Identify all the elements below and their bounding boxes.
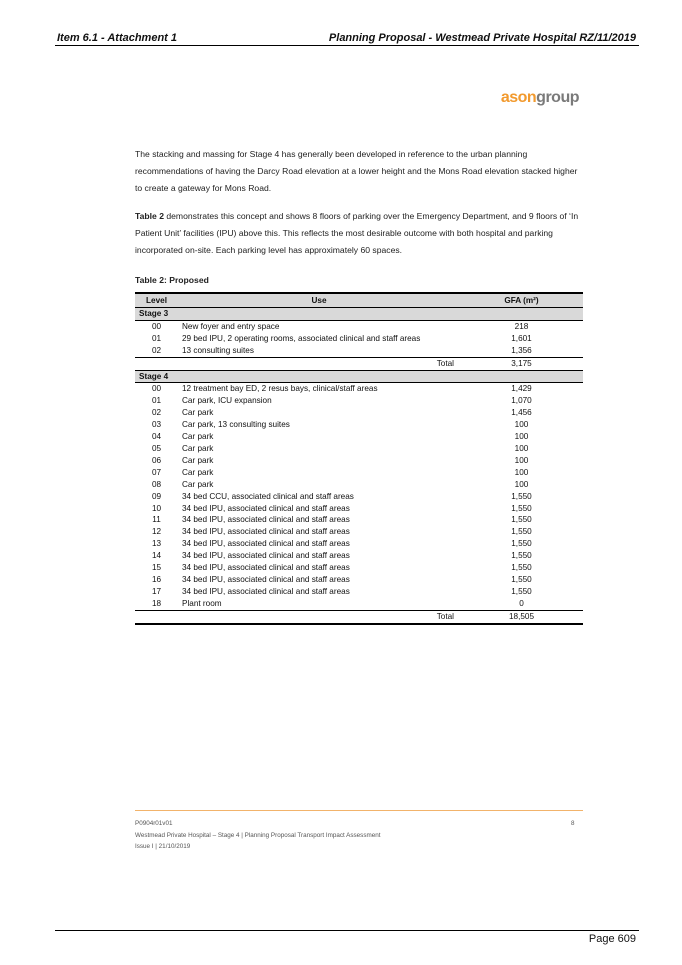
table-row bbox=[135, 333, 583, 345]
paragraph-table2-description bbox=[135, 208, 583, 259]
table-row bbox=[135, 395, 583, 407]
cell-gfa: 100 bbox=[514, 443, 529, 453]
cell-level: 01 bbox=[151, 396, 162, 406]
cell-level: 15 bbox=[151, 563, 162, 573]
table-reference: Table 2 bbox=[135, 211, 164, 221]
table-header-row bbox=[135, 293, 583, 308]
footer-document-name: Westmead Private Hospital – Stage 4 | Planning Proposal Transport Impact Assessment bbox=[135, 832, 381, 839]
header-gfa: GFA (m²) bbox=[460, 293, 583, 308]
table-row bbox=[135, 455, 583, 467]
stage-row bbox=[135, 308, 583, 321]
cell-gfa: 0 bbox=[519, 598, 524, 608]
table-row bbox=[135, 443, 583, 455]
cell-level: 10 bbox=[151, 503, 162, 513]
total-blank bbox=[135, 357, 178, 370]
cell-level: 01 bbox=[151, 333, 162, 343]
cell-level: 03 bbox=[151, 420, 162, 430]
bottom-divider bbox=[55, 930, 639, 931]
cell-use: 34 bed IPU, associated clinical and staff areas bbox=[182, 527, 350, 537]
cell-level: 02 bbox=[151, 345, 162, 355]
table-row bbox=[135, 431, 583, 443]
stage-label: Stage 4 bbox=[135, 370, 583, 383]
table-row bbox=[135, 526, 583, 538]
table-row bbox=[135, 491, 583, 503]
cell-level: 05 bbox=[151, 443, 162, 453]
cell-use: Car park bbox=[182, 455, 214, 465]
paragraph-stacking: The stacking and massing for Stage 4 has generally been developed in reference to the urban planning recommendations of having the Darcy Road elevation at a lower height and the Mons Road elevation stacked higher to create a gateway for Mons Road. bbox=[135, 149, 578, 193]
header-use: Use bbox=[178, 293, 460, 308]
cell-level: 09 bbox=[151, 491, 162, 501]
cell-use: 12 treatment bay ED, 2 resus bays, clinical/staff areas bbox=[182, 384, 378, 394]
table-caption: Table 2: Proposed bbox=[135, 275, 209, 285]
proposed-floors-table bbox=[135, 292, 583, 625]
cell-level: 00 bbox=[151, 384, 162, 394]
table-row bbox=[135, 550, 583, 562]
cell-use: Plant room bbox=[182, 598, 222, 608]
paragraph-table2-text: demonstrates this concept and shows 8 floors of parking over the Emergency Department, and 9 floors of ‘In Patient Unit’ facilities (IPU) above this. This reflects the most desirable outcome with both hospital and parking incorporated on-site. Each parking level has approximately 60 spaces. bbox=[135, 211, 579, 255]
cell-gfa: 1,550 bbox=[511, 515, 532, 525]
ason-group-logo bbox=[501, 89, 579, 107]
cell-gfa: 1,550 bbox=[511, 491, 532, 501]
table-body bbox=[135, 308, 583, 624]
cell-level: 18 bbox=[151, 598, 162, 608]
table-row bbox=[135, 479, 583, 491]
cell-gfa: 100 bbox=[514, 479, 529, 489]
header-level: Level bbox=[135, 293, 178, 308]
cell-gfa: 1,550 bbox=[511, 574, 532, 584]
table-row bbox=[135, 320, 583, 332]
header-divider bbox=[55, 45, 639, 46]
cell-use: Car park bbox=[182, 467, 214, 477]
table-row bbox=[135, 514, 583, 526]
cell-gfa: 100 bbox=[514, 420, 529, 430]
stage-row bbox=[135, 370, 583, 383]
table-row bbox=[135, 562, 583, 574]
cell-gfa: 1,356 bbox=[511, 345, 532, 355]
table-row bbox=[135, 503, 583, 515]
cell-gfa: 1,550 bbox=[511, 527, 532, 537]
cell-level: 08 bbox=[151, 479, 162, 489]
cell-gfa: 100 bbox=[514, 455, 529, 465]
cell-use: 34 bed IPU, associated clinical and staff areas bbox=[182, 574, 350, 584]
table-row bbox=[135, 345, 583, 357]
table-row bbox=[135, 467, 583, 479]
cell-use: Car park bbox=[182, 432, 214, 442]
cell-level: 12 bbox=[151, 527, 162, 537]
cell-use: 34 bed IPU, associated clinical and staff areas bbox=[182, 586, 350, 596]
cell-level: 00 bbox=[151, 321, 162, 331]
cell-level: 02 bbox=[151, 408, 162, 418]
table-row bbox=[135, 538, 583, 550]
cell-gfa: 1,550 bbox=[511, 586, 532, 596]
table-row bbox=[135, 383, 583, 395]
cell-use: 34 bed IPU, associated clinical and staff areas bbox=[182, 563, 350, 573]
cell-use: Car park bbox=[182, 408, 214, 418]
table-row bbox=[135, 574, 583, 586]
cell-gfa: 1,456 bbox=[511, 408, 532, 418]
cell-gfa: 218 bbox=[514, 321, 529, 331]
cell-use: 34 bed CCU, associated clinical and staff areas bbox=[182, 491, 354, 501]
cell-level: 17 bbox=[151, 586, 162, 596]
total-row bbox=[135, 610, 583, 623]
cell-use: Car park, ICU expansion bbox=[182, 396, 272, 406]
table-row bbox=[135, 598, 583, 610]
total-blank bbox=[135, 610, 178, 623]
cell-use: 34 bed IPU, associated clinical and staff areas bbox=[182, 515, 350, 525]
cell-use: Car park, 13 consulting suites bbox=[182, 420, 290, 430]
total-value: 18,505 bbox=[460, 610, 583, 623]
cell-gfa: 100 bbox=[514, 432, 529, 442]
total-value: 3,175 bbox=[460, 357, 583, 370]
cell-gfa: 1,550 bbox=[511, 551, 532, 561]
footer-reference: P0904r01v01 bbox=[135, 820, 173, 827]
header-item-label: Item 6.1 - Attachment 1 bbox=[57, 32, 178, 44]
table-row bbox=[135, 419, 583, 431]
cell-gfa: 1,429 bbox=[511, 384, 532, 394]
cell-gfa: 100 bbox=[514, 467, 529, 477]
cell-gfa: 1,550 bbox=[511, 503, 532, 513]
stage-label: Stage 3 bbox=[135, 308, 583, 321]
logo-part-ason: ason bbox=[500, 89, 537, 106]
cell-use: 29 bed IPU, 2 operating rooms, associated clinical and staff areas bbox=[182, 333, 421, 343]
cell-use: 13 consulting suites bbox=[182, 345, 254, 355]
header-document-title: Planning Proposal - Westmead Private Hospital RZ/11/2019 bbox=[328, 32, 636, 44]
cell-use: Car park bbox=[182, 443, 214, 453]
logo-part-group: group bbox=[536, 89, 579, 106]
bottom-page-label: Page 609 bbox=[588, 933, 636, 945]
cell-use: New foyer and entry space bbox=[182, 321, 280, 331]
total-label: Total bbox=[178, 357, 460, 370]
footer-page-number: 8 bbox=[571, 820, 575, 827]
footer-issue: Issue I | 21/10/2019 bbox=[135, 843, 191, 850]
cell-use: Car park bbox=[182, 479, 214, 489]
cell-gfa: 1,550 bbox=[511, 563, 532, 573]
total-label: Total bbox=[178, 610, 460, 623]
total-row bbox=[135, 357, 583, 370]
cell-use: 34 bed IPU, associated clinical and staff areas bbox=[182, 503, 350, 513]
cell-level: 06 bbox=[151, 455, 162, 465]
cell-gfa: 1,550 bbox=[511, 539, 532, 549]
footer-divider bbox=[135, 810, 583, 811]
cell-level: 16 bbox=[151, 574, 162, 584]
table-row bbox=[135, 407, 583, 419]
cell-level: 14 bbox=[151, 551, 162, 561]
cell-level: 11 bbox=[152, 515, 161, 525]
cell-gfa: 1,070 bbox=[511, 396, 532, 406]
cell-gfa: 1,601 bbox=[511, 333, 532, 343]
cell-level: 07 bbox=[151, 467, 162, 477]
cell-level: 13 bbox=[151, 539, 162, 549]
cell-use: 34 bed IPU, associated clinical and staff areas bbox=[182, 551, 350, 561]
table-row bbox=[135, 586, 583, 598]
cell-level: 04 bbox=[151, 432, 162, 442]
cell-use: 34 bed IPU, associated clinical and staff areas bbox=[182, 539, 350, 549]
